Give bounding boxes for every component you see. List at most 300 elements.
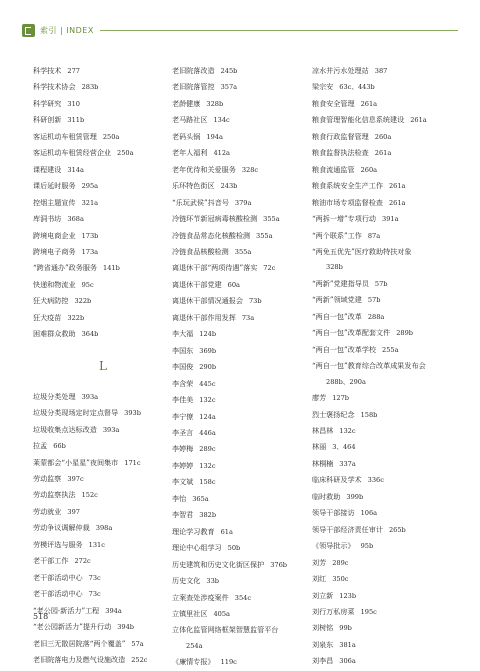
entry-page-ref: 394b [117, 623, 135, 632]
entry-page-ref: 95c [81, 280, 94, 289]
entry-term: 莱蒙都会“小星星”夜间集市 [33, 457, 119, 467]
entry-term: 梁宗安 [312, 82, 334, 92]
entry-term: “两新”党建指导员 [312, 278, 369, 288]
entry-term: 老干部活动中心 [33, 572, 83, 582]
index-entry [312, 228, 452, 244]
entry-term: 粮油市场专项监督检查 [312, 197, 383, 207]
entry-page-ref: 445c [199, 379, 216, 388]
entry-term: 冷链环节新冠病毒核酸检测 [172, 214, 258, 224]
entry-term: 李婷婷 [172, 460, 194, 470]
entry-term: 理论学习教育 [172, 526, 215, 536]
entry-page-ref: 306a [339, 657, 356, 666]
entry-term: 李含荣 [172, 378, 194, 388]
entry-term: 理论中心组学习 [172, 543, 222, 553]
entry-page-ref: 328b [206, 99, 224, 108]
entry-term: 老旧三无散居院落“两个覆盖” [33, 638, 126, 648]
index-entry [312, 79, 452, 95]
entry-page-ref: 391a [382, 215, 399, 224]
entry-term: 客运机动车租赁经营企业 [33, 148, 112, 158]
entry-page-ref: 322b [67, 313, 85, 322]
index-entry [33, 471, 173, 487]
index-entry [33, 389, 173, 405]
index-entry [312, 407, 452, 423]
index-entry [172, 79, 312, 95]
entry-page-ref: 260a [360, 165, 378, 174]
entry-page-ref: 132c [199, 461, 216, 470]
entry-page-ref: 355a [234, 247, 252, 256]
entry-term: “两个联系”工作 [312, 230, 362, 240]
entry-page-ref: 289c [332, 558, 349, 567]
index-entry [33, 603, 173, 619]
entry-page-ref: 173a [81, 247, 99, 256]
index-entry [33, 537, 173, 553]
index-entry [172, 359, 312, 375]
entry-term: 立镇里社区 [172, 608, 208, 618]
entry-page-ref: 295a [81, 182, 99, 191]
entry-term: 科学技术协会 [33, 82, 76, 92]
entry-page-ref: 393b [124, 409, 141, 418]
entry-term: “乐玩武侯”抖音号 [172, 197, 229, 207]
index-entry [312, 555, 452, 571]
entry-page-ref: 73c [88, 573, 101, 582]
index-entry [312, 342, 452, 358]
index-entry [33, 619, 173, 635]
entry-page-ref: 132c [199, 396, 216, 405]
entry-term: “两新”领域党建 [312, 295, 362, 305]
index-entry [172, 228, 312, 244]
index-entry [33, 96, 173, 112]
index-entry [312, 456, 452, 472]
entry-page-ref: 87a [367, 231, 381, 240]
entry-term: 李大福 [172, 329, 194, 339]
index-entry [172, 310, 312, 326]
index-entry [33, 211, 173, 227]
entry-page-ref: 66b [53, 442, 66, 451]
index-entry [172, 590, 312, 606]
index-entry [33, 228, 173, 244]
entry-page-ref: 412a [213, 149, 230, 158]
entry-page-ref: 321a [81, 198, 99, 207]
entry-term: 老年人福利 [172, 148, 208, 158]
index-entry [312, 489, 452, 505]
entry-term: 拉孟 [33, 441, 48, 451]
entry-page-ref: 322b [74, 297, 92, 306]
entry-page-ref: 131c [88, 540, 105, 549]
index-entry [33, 79, 173, 95]
index-entry [33, 293, 173, 309]
index-entry [33, 129, 173, 145]
entry-term: 李智君 [172, 510, 194, 520]
entry-page-ref: 376b [270, 560, 288, 569]
entry-page-ref: 354c [234, 593, 252, 602]
entry-page-ref: 357a [220, 83, 238, 92]
entry-page-ref: 57b [374, 279, 388, 288]
entry-page-ref: 355a [263, 215, 280, 224]
index-entry [172, 277, 312, 293]
entry-term: 粮食流通监管 [312, 164, 355, 174]
index-entry [33, 277, 173, 293]
entry-term: “老公园·新活力”工程 [33, 605, 100, 615]
entry-term: 立体化监管网络框架智慧监管平台 [172, 625, 279, 635]
entry-term: 立案查处涉疫案件 [172, 592, 229, 602]
entry-term: 老旧院落管控 [172, 82, 215, 92]
index-entry [33, 405, 173, 421]
index-entry [172, 96, 312, 112]
entry-page-ref: 397c [67, 474, 84, 483]
index-entry [312, 178, 452, 194]
index-entry [172, 557, 312, 573]
entry-term: 垃圾收集点达标改造 [33, 424, 97, 434]
entry-page-ref: 158c [199, 478, 216, 487]
entry-term: 领导干部经济责任审计 [312, 524, 383, 534]
entry-page-ref: 123b [339, 591, 357, 600]
index-column-3 [312, 63, 452, 670]
index-entry [172, 162, 312, 178]
index-entry [33, 63, 173, 79]
index-entry [312, 325, 452, 341]
entry-page-ref: 261a [374, 149, 392, 158]
entry-term: 粮食安全管理 [312, 98, 355, 108]
entry-term: 刘红 [312, 574, 327, 584]
index-entry [312, 358, 452, 373]
entry-term: 刘行万私房菜 [312, 606, 355, 616]
entry-term: 客运机动车租赁管理 [33, 131, 97, 141]
letter-heading: L [99, 358, 107, 373]
entry-term: 控烟主题宣传 [33, 197, 76, 207]
entry-page-ref: 387 [374, 67, 388, 75]
index-entry [312, 211, 452, 227]
entry-term: 离退休干部“两项待遇”落实 [172, 263, 258, 273]
index-entry [312, 129, 452, 145]
entry-page-ref: 290b [199, 363, 217, 372]
entry-term: 库洞书坊 [33, 214, 62, 224]
entry-page-ref: 57a [131, 639, 144, 648]
index-entry [312, 96, 452, 112]
entry-page-ref: 141b [103, 264, 120, 273]
entry-term: 林昌林 [312, 425, 334, 435]
index-entry [312, 162, 452, 178]
index-entry [33, 487, 173, 503]
index-entry [172, 507, 312, 523]
entry-term: 刘树铭 [312, 623, 334, 633]
entry-page-ref: 134c [213, 116, 230, 125]
entry-page-ref: 33b [206, 577, 219, 586]
entry-page-ref: 254a [186, 641, 203, 650]
entry-page-ref: 379a [234, 198, 252, 207]
entry-term: 历史文化 [172, 576, 201, 586]
entry-page-ref: 277 [67, 67, 80, 75]
entry-page-ref: 446a [199, 428, 216, 437]
entry-page-ref: 337a [339, 459, 356, 468]
entry-term: 李婷梅 [172, 444, 194, 454]
index-entry [33, 553, 173, 569]
index-entry [172, 638, 312, 654]
entry-term: 李圣言 [172, 427, 194, 437]
entry-page-ref: 245b [220, 67, 238, 75]
index-entry [172, 129, 312, 145]
entry-page-ref: 3、464 [332, 443, 356, 452]
index-entry [172, 260, 312, 276]
index-entry [33, 438, 173, 454]
entry-page-ref: 355a [256, 231, 273, 240]
entry-page-ref: 283b [81, 83, 99, 92]
entry-term: 老干部活动中心 [33, 589, 83, 599]
index-entry [312, 63, 452, 79]
entry-page-ref: 119c [220, 658, 237, 667]
entry-term: “两自一包”改革学校 [312, 344, 377, 354]
entry-page-ref: 61a [220, 527, 233, 536]
index-entry [172, 326, 312, 342]
index-entry [172, 293, 312, 309]
entry-term: 临时救助 [312, 491, 341, 501]
entry-term: 跨境电商企业 [33, 230, 76, 240]
entry-term: 廖芳 [312, 393, 327, 403]
entry-page-ref: 57b [367, 296, 381, 305]
entry-page-ref: 272c [74, 557, 91, 566]
entry-term: 老旧院落改造 [172, 66, 215, 75]
index-entry [172, 540, 312, 556]
entry-page-ref: 289c [199, 445, 216, 454]
entry-term: 刘李昌 [312, 656, 334, 666]
entry-term: “两自一包”改革 [312, 311, 362, 321]
index-entry [312, 653, 452, 669]
entry-term: 《廉情专报》 [172, 657, 215, 667]
index-entry [172, 425, 312, 441]
entry-page-ref: 124b [199, 330, 217, 339]
header-title: 索引 | INDEX [40, 26, 94, 35]
entry-term: 老马路社区 [172, 115, 208, 125]
entry-page-ref: 158b [360, 410, 378, 419]
entry-page-ref: 399b [346, 492, 364, 501]
entry-page-ref: 99b [339, 624, 352, 633]
entry-page-ref: 106a [360, 509, 378, 518]
entry-page-ref: 381a [339, 640, 356, 649]
entry-term: 历史建筑和历史文化街区保护 [172, 559, 265, 569]
entry-term: 凉水井污水处理站 [312, 66, 369, 75]
entry-term: 离退休干部情况通报会 [172, 296, 243, 306]
index-entry [312, 472, 452, 488]
entry-page-ref: 364b [81, 330, 99, 339]
index-entry [172, 622, 312, 637]
entry-term: 课后延时服务 [33, 181, 76, 191]
index-entry [172, 112, 312, 128]
index-entry [33, 586, 173, 602]
entry-term: 粮食行政监督管理 [312, 131, 369, 141]
entry-page-ref: 250a [102, 132, 120, 141]
entry-page-ref: 382b [199, 511, 217, 520]
index-column-1 [33, 63, 173, 668]
entry-page-ref: 250a [117, 149, 134, 158]
entry-term: 林桐楠 [312, 458, 334, 468]
index-entry [172, 474, 312, 490]
entry-term: 李国东 [172, 345, 194, 355]
entry-term: 李国俊 [172, 362, 194, 372]
entry-term: “跨省通办”政务服务 [33, 263, 98, 273]
index-entry [312, 309, 452, 325]
entry-page-ref: 397 [67, 507, 80, 516]
entry-term: 劳动就业 [33, 506, 62, 516]
index-entry [312, 423, 452, 439]
index-entry [172, 573, 312, 589]
index-entry [312, 112, 452, 128]
index-entry [172, 63, 312, 79]
entry-page-ref: 261a [410, 116, 427, 125]
entry-term: 科学技术 [33, 66, 62, 75]
entry-term: 老龄健康 [172, 98, 201, 108]
index-entry [312, 439, 452, 455]
entry-term: 劳动监察 [33, 473, 62, 483]
index-entry [312, 276, 452, 292]
entry-page-ref: 368a [67, 215, 84, 224]
entry-page-ref: 124a [199, 412, 216, 421]
index-entry [312, 571, 452, 587]
index-entry [33, 178, 173, 194]
index-entry [33, 310, 173, 326]
index-entry [312, 588, 452, 604]
index-entry [312, 195, 452, 211]
index-entry [33, 244, 173, 260]
entry-page-ref: 243b [220, 182, 238, 191]
entry-page-ref: 265b [388, 525, 406, 534]
index-entry [33, 112, 173, 128]
index-entry [172, 376, 312, 392]
index-entry [312, 374, 452, 390]
entry-term: 粮食管理智能化信息系统建设 [312, 115, 405, 125]
entry-page-ref: 289b [396, 329, 414, 338]
entry-term: 离退休干部党建 [172, 279, 222, 289]
entry-page-ref: 132c [339, 426, 356, 435]
entry-page-ref: 73b [248, 297, 262, 306]
entry-page-ref: 405a [213, 609, 230, 618]
entry-page-ref: 288b、290a [326, 377, 366, 386]
entry-page-ref: 314a [67, 165, 84, 174]
entry-page-ref: 127b [332, 394, 349, 403]
entry-page-ref: 261a [388, 198, 406, 207]
entry-term: 困难群众救助 [33, 329, 76, 339]
index-entry [172, 145, 312, 161]
entry-page-ref: 63c、443b [339, 83, 375, 92]
entry-page-ref: 261a [388, 182, 406, 191]
index-entry [33, 455, 173, 471]
entry-term: 老码头锅 [172, 131, 201, 141]
entry-term: 科研创新 [33, 115, 62, 125]
index-entry [312, 538, 452, 554]
entry-term: 劳动争议调解仲裁 [33, 523, 90, 533]
entry-term: 李怡 [172, 493, 187, 503]
index-entry [33, 636, 173, 652]
entry-page-ref: 60a [227, 280, 240, 289]
entry-term: “两自一包”教育综合改革成果发布会 [312, 361, 426, 371]
index-entry [172, 441, 312, 457]
index-entry [33, 195, 173, 211]
entry-page-ref: 336c [367, 476, 384, 485]
entry-term: 冷链食品核酸检测 [172, 246, 229, 256]
index-entry [172, 244, 312, 260]
index-entry [33, 422, 173, 438]
index-entry [312, 620, 452, 636]
entry-term: 乐环特色街区 [172, 181, 215, 191]
entry-term: 刘芳 [312, 557, 327, 567]
entry-page-ref: 328c [241, 165, 259, 174]
entry-page-ref: 152c [81, 491, 98, 500]
entry-term: 冷链食品常态化核酸检测 [172, 230, 251, 240]
entry-page-ref: 394a [105, 606, 122, 615]
index-entry [172, 178, 312, 194]
entry-term: 狂犬病防控 [33, 296, 69, 306]
entry-page-ref: 393a [81, 392, 99, 401]
entry-page-ref: 73c [88, 590, 101, 599]
entry-page-ref: 393a [102, 425, 120, 434]
entry-term: 老年优待和关爱服务 [172, 164, 236, 174]
index-entry [172, 458, 312, 474]
page-number: 518 [33, 612, 49, 621]
entry-page-ref: 171c [124, 458, 141, 467]
index-entry [172, 654, 312, 670]
entry-term: 领导干部接访 [312, 508, 355, 518]
entry-page-ref: 173b [81, 231, 99, 240]
index-entry [172, 606, 312, 622]
entry-term: 狂犬疫苗 [33, 312, 62, 322]
entry-term: “老公园新活力”提升行动 [33, 622, 112, 632]
entry-page-ref: 72c [263, 264, 276, 273]
index-entry [172, 409, 312, 425]
index-entry [172, 491, 312, 507]
index-entry [33, 162, 173, 178]
entry-term: 《领导批示》 [312, 541, 355, 551]
index-entry [312, 292, 452, 308]
entry-page-ref: 328b [326, 263, 343, 272]
index-column-2 [172, 63, 312, 671]
entry-term: 快递和物流业 [33, 279, 76, 289]
entry-term: 粮食系统安全生产工作 [312, 181, 383, 191]
entry-term: 老干部工作 [33, 556, 69, 566]
entry-term: 烈士褒扬纪念 [312, 409, 355, 419]
entry-page-ref: 260a [374, 132, 392, 141]
entry-term: 科学研究 [33, 98, 62, 108]
index-entry [33, 260, 173, 276]
index-entry [172, 195, 312, 211]
entry-term: 李宁僚 [172, 411, 194, 421]
entry-term: 粮食监督执法检查 [312, 148, 369, 158]
entry-term: 垃圾分类处理 [33, 391, 76, 401]
index-entry [33, 570, 173, 586]
entry-page-ref: 365a [192, 494, 209, 503]
entry-term: “两自一包”改革配套文件 [312, 328, 391, 338]
entry-term: 垃圾分类现场定时定点督导 [33, 408, 119, 418]
entry-page-ref: 252c [131, 655, 148, 664]
index-entry [312, 259, 452, 275]
entry-page-ref: 350c [332, 575, 349, 584]
entry-page-ref: 398a [95, 524, 113, 533]
entry-page-ref: 95b [360, 542, 374, 551]
entry-page-ref: 288a [367, 312, 385, 321]
index-entry [33, 520, 173, 536]
entry-page-ref: 50b [227, 544, 241, 553]
index-entry [33, 504, 173, 520]
page-header [22, 24, 458, 40]
entry-term: 课程建设 [33, 164, 62, 174]
entry-term: 李佳美 [172, 395, 194, 405]
entry-term: “两免五优先”医疗救助特扶对象 [312, 246, 412, 256]
entry-page-ref: 310 [67, 99, 80, 108]
entry-page-ref: 73a [241, 313, 255, 322]
entry-term: 林丽 [312, 442, 327, 452]
index-entry [312, 244, 452, 259]
entry-term: 劳动监察执法 [33, 490, 76, 500]
index-entry [33, 326, 173, 342]
entry-term: 老旧院落电力及燃气设施改造 [33, 654, 126, 664]
entry-term: 临床科研及学术 [312, 475, 362, 485]
